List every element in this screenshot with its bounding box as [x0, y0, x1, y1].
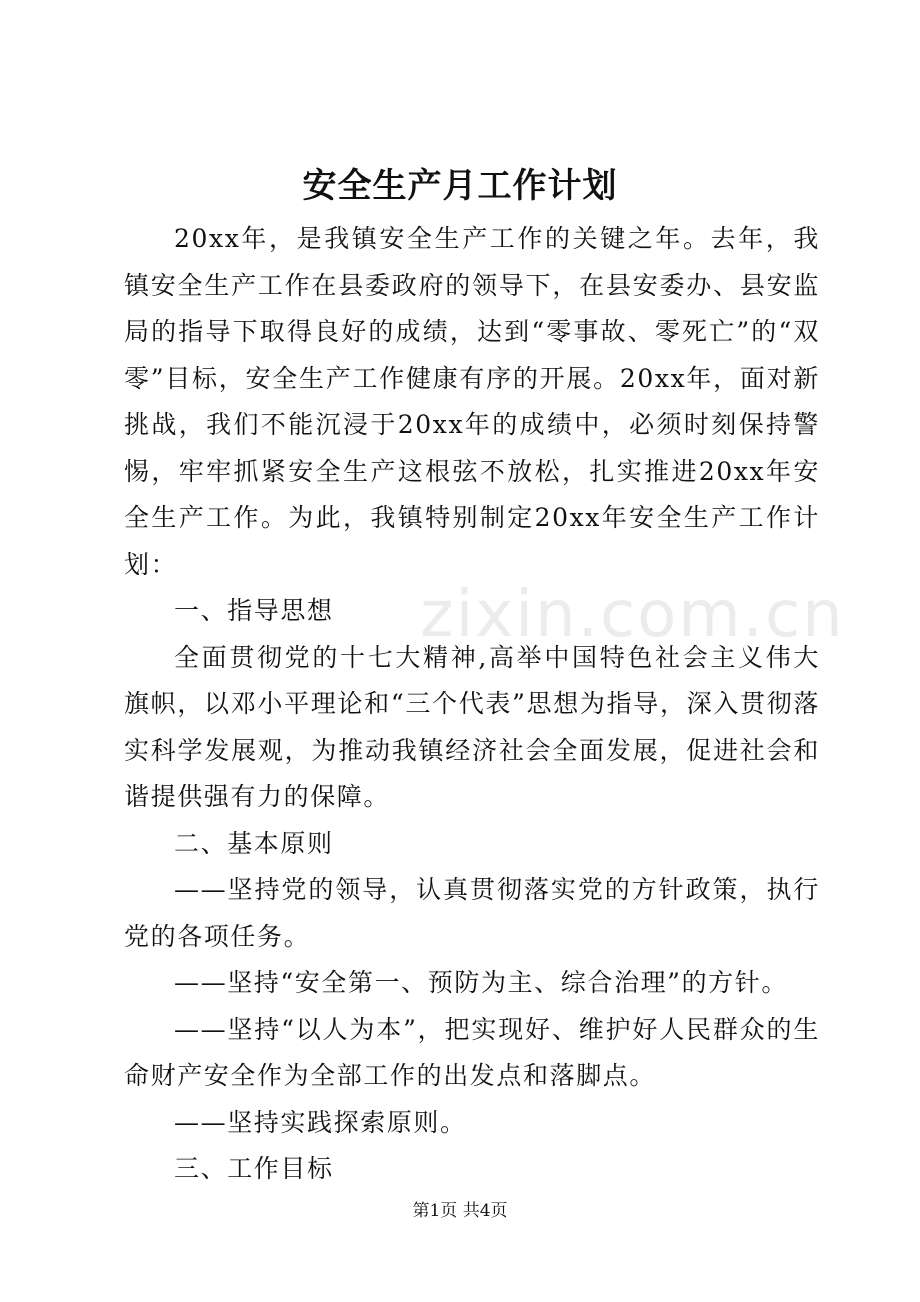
principle-item: ——坚持“以人为本”，把实现好、维护好人民群众的生命财产安全作为全部工作的出发点和落脚点。 — [124, 1014, 820, 1090]
heading-basic-principles: 二、基本原则 — [174, 828, 334, 858]
paragraph-guiding-ideology: 全面贯彻党的十七大精神,高举中国特色社会主义伟大旗帜，以邓小平理论和“三个代表”思想为指导，深入贯彻落实科学发展观，为推动我镇经济社会全面发展，促进社会和谐提供强有力的保障。 — [124, 642, 820, 811]
paragraph-intro: 20xx年，是我镇安全生产工作的关键之年。去年，我镇安全生产工作在县委政府的领导下，在县安委办、县安监局的指导下取得良好的成绩，达到“零事故、零死亡”的“双零”目标，安全生产工作健康有序的开展。20xx年，面对新挑战，我们不能沉浸于20xx年的成绩中，必须时刻保持警惕，牢牢抓紧安全生产这根弦不放松，扎实推进20xx年安全生产工作。为此，我镇特别制定20xx年安全生产工作计划： — [124, 224, 820, 579]
principle-item: ——坚持党的领导，认真贯彻落实党的方针政策，执行党的各项任务。 — [124, 875, 820, 951]
principle-item: ——坚持实践探索原则。 — [174, 1107, 467, 1137]
watermark: zixin.com.cn — [420, 578, 845, 652]
heading-work-goals: 三、工作目标 — [174, 1154, 334, 1183]
document-body — [124, 216, 820, 1193]
document-title: 安全生产月工作计划 — [302, 166, 618, 206]
page-number-footer: 第1页 共4页 — [412, 1201, 508, 1221]
heading-guiding-ideology: 一、指导思想 — [174, 596, 334, 625]
principle-item: ——坚持“安全第一、预防为主、综合治理”的方针。 — [174, 968, 788, 997]
